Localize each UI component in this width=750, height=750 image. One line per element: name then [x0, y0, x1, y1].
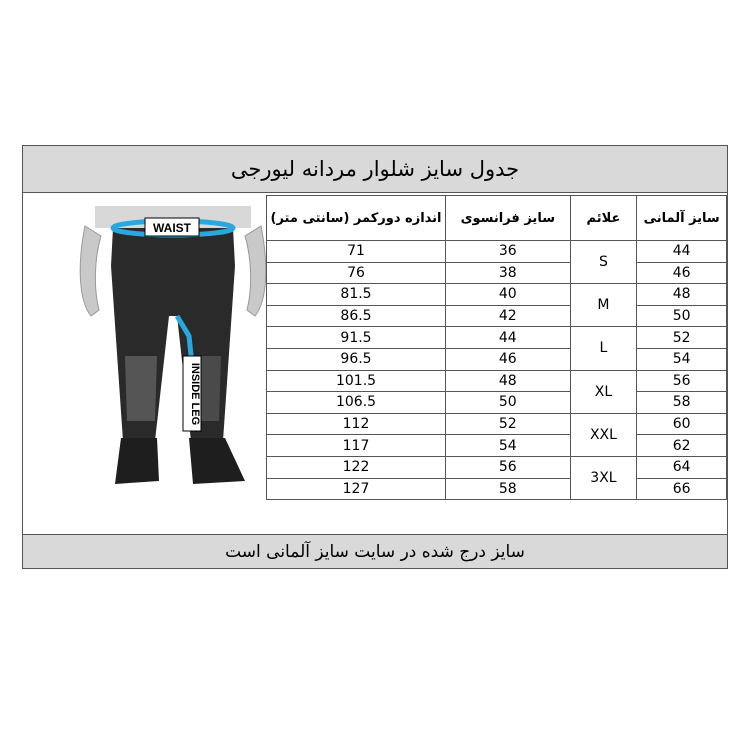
- waist-cm-cell: 81.5: [267, 284, 446, 306]
- pants-illustration: [73, 206, 273, 506]
- table-row: [267, 370, 727, 392]
- letter-size-cell: XXL: [570, 413, 637, 456]
- french-size-cell: 56: [446, 456, 571, 478]
- size-table: [266, 195, 727, 500]
- chart-footer-note: سایز درج شده در سایت سایز آلمانی است: [23, 534, 727, 568]
- german-size-cell: 54: [637, 348, 727, 370]
- left-arm: [80, 226, 101, 316]
- french-size-cell: 36: [446, 241, 571, 263]
- table-row: [267, 435, 727, 457]
- chart-title: جدول سایز شلوار مردانه لیورجی: [23, 146, 727, 193]
- header-letter-size: علائم: [570, 196, 637, 241]
- inside-leg-label: INSIDE LEG: [189, 362, 201, 426]
- waist-cm-cell: 86.5: [267, 305, 446, 327]
- german-size-cell: 56: [637, 370, 727, 392]
- waist-label: WAIST: [153, 221, 191, 235]
- german-size-cell: 58: [637, 392, 727, 414]
- header-german-size: سایز آلمانی: [637, 196, 727, 241]
- waist-cm-cell: 117: [267, 435, 446, 457]
- german-size-cell: 48: [637, 284, 727, 306]
- german-size-cell: 46: [637, 262, 727, 284]
- waist-cm-cell: 96.5: [267, 348, 446, 370]
- table-row: [267, 456, 727, 478]
- table-row: [267, 327, 727, 349]
- left-knee-shade: [125, 356, 157, 421]
- header-french-size: سایز فرانسوی: [446, 196, 571, 241]
- waist-cm-cell: 91.5: [267, 327, 446, 349]
- right-shoe: [189, 438, 245, 484]
- french-size-cell: 52: [446, 413, 571, 435]
- french-size-cell: 40: [446, 284, 571, 306]
- table-row: [267, 478, 727, 500]
- french-size-cell: 48: [446, 370, 571, 392]
- waist-cm-cell: 112: [267, 413, 446, 435]
- table-row: [267, 284, 727, 306]
- french-size-cell: 42: [446, 305, 571, 327]
- german-size-cell: 64: [637, 456, 727, 478]
- table-row: [267, 305, 727, 327]
- table-body: [267, 241, 727, 500]
- table-row: [267, 241, 727, 263]
- french-size-cell: 50: [446, 392, 571, 414]
- left-shoe: [115, 438, 159, 484]
- letter-size-cell: M: [570, 284, 637, 327]
- waist-cm-cell: 106.5: [267, 392, 446, 414]
- german-size-cell: 52: [637, 327, 727, 349]
- german-size-cell: 62: [637, 435, 727, 457]
- french-size-cell: 54: [446, 435, 571, 457]
- size-chart: [22, 145, 728, 569]
- letter-size-cell: S: [570, 241, 637, 284]
- waist-cm-cell: 127: [267, 478, 446, 500]
- header-waist-cm: اندازه دورکمر (سانتی متر): [267, 196, 446, 241]
- french-size-cell: 38: [446, 262, 571, 284]
- german-size-cell: 66: [637, 478, 727, 500]
- table-row: [267, 348, 727, 370]
- german-size-cell: 60: [637, 413, 727, 435]
- french-size-cell: 58: [446, 478, 571, 500]
- german-size-cell: 44: [637, 241, 727, 263]
- table-row: [267, 262, 727, 284]
- table-row: [267, 392, 727, 414]
- waist-cm-cell: 76: [267, 262, 446, 284]
- letter-size-cell: 3XL: [570, 456, 637, 499]
- table-row: [267, 413, 727, 435]
- right-arm: [245, 226, 266, 316]
- french-size-cell: 44: [446, 327, 571, 349]
- letter-size-cell: XL: [570, 370, 637, 413]
- letter-size-cell: L: [570, 327, 637, 370]
- waist-cm-cell: 71: [267, 241, 446, 263]
- table-header-row: [267, 196, 727, 241]
- waist-cm-cell: 101.5: [267, 370, 446, 392]
- french-size-cell: 46: [446, 348, 571, 370]
- waist-cm-cell: 122: [267, 456, 446, 478]
- german-size-cell: 50: [637, 305, 727, 327]
